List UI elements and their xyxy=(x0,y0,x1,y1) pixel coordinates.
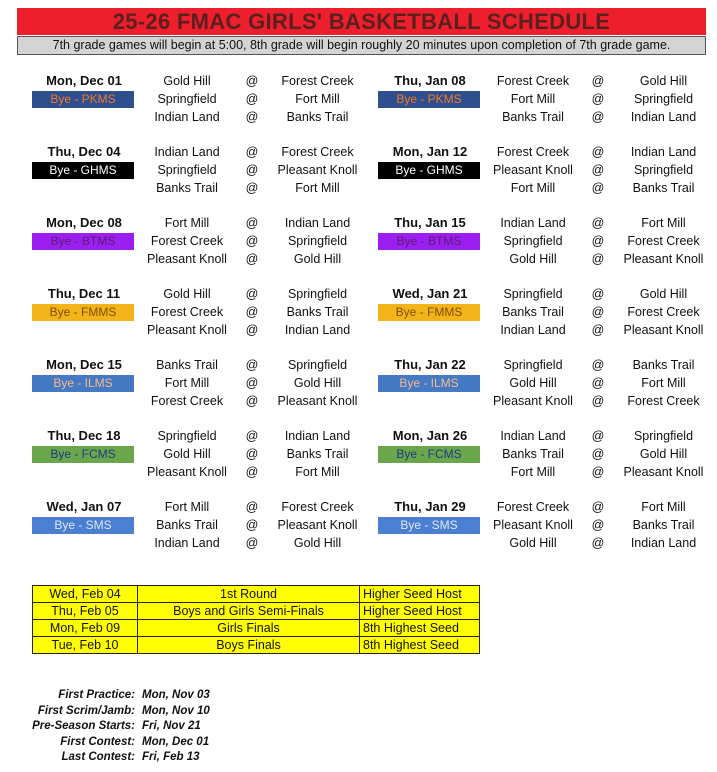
week-block xyxy=(32,285,370,339)
away-team: Springfield xyxy=(633,429,694,443)
home-team: Gold Hill xyxy=(509,376,557,390)
at-symbol: @ xyxy=(591,305,605,319)
at-symbol: @ xyxy=(591,252,605,266)
playoff-round: 1st Round xyxy=(138,586,360,603)
playoff-row xyxy=(33,603,480,620)
bye-label: Bye - BTMS xyxy=(32,233,134,250)
home-team: Banks Trail xyxy=(156,358,218,372)
game-row xyxy=(137,321,370,339)
week-block xyxy=(32,143,370,197)
week-date: Thu, Dec 18 xyxy=(47,428,121,443)
week-block xyxy=(378,214,716,268)
key-date-label: First Practice: xyxy=(58,689,135,701)
at-symbol: @ xyxy=(245,465,259,479)
at-symbol: @ xyxy=(591,447,605,461)
at-symbol: @ xyxy=(591,163,605,177)
at-symbol: @ xyxy=(591,394,605,408)
game-row xyxy=(137,285,370,303)
week-block xyxy=(378,427,716,481)
playoff-row xyxy=(33,620,480,637)
game-row xyxy=(483,250,716,268)
away-team: Forest Creek xyxy=(627,234,700,248)
game-row xyxy=(137,356,370,374)
playoff-date: Tue, Feb 10 xyxy=(33,637,138,654)
away-team: Pleasant Knoll xyxy=(623,252,704,266)
week-date: Thu, Dec 04 xyxy=(47,144,121,159)
home-team: Forest Creek xyxy=(150,234,224,248)
home-team: Forest Creek xyxy=(150,305,224,319)
playoffs-table xyxy=(32,585,480,654)
game-row xyxy=(483,463,716,481)
week-block xyxy=(32,498,370,552)
at-symbol: @ xyxy=(591,536,605,550)
game-row xyxy=(483,179,716,197)
game-row xyxy=(483,303,716,321)
away-team: Springfield xyxy=(633,92,694,106)
away-team: Indian Land xyxy=(630,110,697,124)
game-row xyxy=(137,534,370,552)
game-row xyxy=(483,108,716,126)
bye-label: Bye - PKMS xyxy=(378,91,480,108)
week-block xyxy=(378,498,716,552)
home-team: Gold Hill xyxy=(509,536,557,550)
bye-label: Bye - FCMS xyxy=(378,446,480,463)
away-team: Banks Trail xyxy=(632,518,695,532)
away-team: Pleasant Knoll xyxy=(277,394,358,408)
schedule-title: 25-26 FMAC GIRLS' BASKETBALL SCHEDULE xyxy=(17,8,706,35)
at-symbol: @ xyxy=(591,110,605,124)
week-block xyxy=(378,72,716,126)
away-team: Fort Mill xyxy=(641,376,686,390)
key-date-row xyxy=(10,750,270,766)
at-symbol: @ xyxy=(245,536,259,550)
home-team: Gold Hill xyxy=(163,447,211,461)
bye-label: Bye - FMMS xyxy=(378,304,480,321)
home-team: Banks Trail xyxy=(156,181,218,195)
away-team: Indian Land xyxy=(284,216,351,230)
away-team: Forest Creek xyxy=(627,305,700,319)
game-row xyxy=(483,321,716,339)
week-date: Mon, Jan 12 xyxy=(392,144,468,159)
home-team: Indian Land xyxy=(154,110,220,124)
home-team: Indian Land xyxy=(154,145,220,159)
game-row xyxy=(137,392,370,410)
home-team: Springfield xyxy=(157,163,217,177)
home-team: Indian Land xyxy=(500,429,566,443)
at-symbol: @ xyxy=(591,92,605,106)
home-team: Gold Hill xyxy=(163,74,211,88)
at-symbol: @ xyxy=(245,323,259,337)
at-symbol: @ xyxy=(245,181,259,195)
away-team: Fort Mill xyxy=(295,181,340,195)
away-team: Gold Hill xyxy=(639,287,688,301)
away-team: Forest Creek xyxy=(281,74,354,88)
playoff-date: Mon, Feb 09 xyxy=(33,620,138,637)
home-team: Fort Mill xyxy=(510,181,556,195)
home-team: Forest Creek xyxy=(150,394,224,408)
at-symbol: @ xyxy=(591,518,605,532)
bye-label: Bye - ILMS xyxy=(32,375,134,392)
at-symbol: @ xyxy=(245,500,259,514)
game-row xyxy=(483,285,716,303)
playoff-round: Boys and Girls Semi-Finals xyxy=(138,603,360,620)
key-date-label: Last Contest: xyxy=(61,751,135,763)
home-team: Banks Trail xyxy=(502,305,564,319)
home-team: Springfield xyxy=(503,358,563,372)
home-team: Banks Trail xyxy=(502,447,564,461)
playoff-row xyxy=(33,637,480,654)
game-row xyxy=(137,232,370,250)
week-date: Mon, Dec 15 xyxy=(46,357,122,372)
week-block xyxy=(32,214,370,268)
home-team: Forest Creek xyxy=(496,500,570,514)
game-row xyxy=(483,516,716,534)
game-row xyxy=(137,498,370,516)
at-symbol: @ xyxy=(591,323,605,337)
week-date: Thu, Jan 08 xyxy=(394,73,466,88)
game-row xyxy=(483,498,716,516)
week-date: Wed, Jan 07 xyxy=(46,499,122,514)
away-team: Springfield xyxy=(287,287,348,301)
at-symbol: @ xyxy=(245,358,259,372)
home-team: Pleasant Knoll xyxy=(147,252,227,266)
at-symbol: @ xyxy=(245,447,259,461)
week-block xyxy=(32,427,370,481)
week-date: Mon, Dec 01 xyxy=(46,73,122,88)
game-row xyxy=(483,374,716,392)
week-block xyxy=(378,356,716,410)
home-team: Fort Mill xyxy=(164,376,210,390)
key-date-value: Fri, Feb 13 xyxy=(142,751,200,763)
bye-label: Bye - GHMS xyxy=(378,162,480,179)
home-team: Springfield xyxy=(157,92,217,106)
away-team: Pleasant Knoll xyxy=(623,465,704,479)
at-symbol: @ xyxy=(245,287,259,301)
home-team: Fort Mill xyxy=(510,465,556,479)
game-row xyxy=(483,143,716,161)
at-symbol: @ xyxy=(591,358,605,372)
away-team: Gold Hill xyxy=(293,536,342,550)
week-date: Thu, Jan 29 xyxy=(394,499,466,514)
game-row xyxy=(137,463,370,481)
game-row xyxy=(137,72,370,90)
key-date-row xyxy=(10,735,270,751)
at-symbol: @ xyxy=(591,287,605,301)
key-dates xyxy=(10,688,270,766)
away-team: Gold Hill xyxy=(639,447,688,461)
week-block xyxy=(378,285,716,339)
away-team: Forest Creek xyxy=(281,500,354,514)
playoff-host: 8th Highest Seed xyxy=(360,620,480,637)
playoff-date: Wed, Feb 04 xyxy=(33,586,138,603)
away-team: Pleasant Knoll xyxy=(623,323,704,337)
game-row xyxy=(137,303,370,321)
away-team: Indian Land xyxy=(284,323,351,337)
playoff-round: Boys Finals xyxy=(138,637,360,654)
game-row xyxy=(483,427,716,445)
bye-label: Bye - FMMS xyxy=(32,304,134,321)
away-team: Fort Mill xyxy=(295,92,340,106)
away-team: Banks Trail xyxy=(286,305,349,319)
at-symbol: @ xyxy=(591,465,605,479)
week-date: Thu, Jan 22 xyxy=(394,357,466,372)
key-date-row xyxy=(10,704,270,720)
home-team: Springfield xyxy=(503,287,563,301)
week-date: Thu, Jan 15 xyxy=(394,215,466,230)
game-row xyxy=(483,392,716,410)
home-team: Pleasant Knoll xyxy=(147,323,227,337)
at-symbol: @ xyxy=(245,74,259,88)
game-row xyxy=(483,161,716,179)
game-row xyxy=(483,356,716,374)
home-team: Fort Mill xyxy=(510,92,556,106)
away-team: Banks Trail xyxy=(632,358,695,372)
away-team: Indian Land xyxy=(630,145,697,159)
game-row xyxy=(137,161,370,179)
game-row xyxy=(483,90,716,108)
away-team: Banks Trail xyxy=(286,110,349,124)
at-symbol: @ xyxy=(245,163,259,177)
at-symbol: @ xyxy=(591,181,605,195)
away-team: Gold Hill xyxy=(293,252,342,266)
home-team: Springfield xyxy=(503,234,563,248)
key-date-value: Mon, Nov 10 xyxy=(142,704,210,717)
at-symbol: @ xyxy=(245,216,259,230)
game-row xyxy=(137,179,370,197)
home-team: Pleasant Knoll xyxy=(493,394,573,408)
game-row xyxy=(137,90,370,108)
away-team: Fort Mill xyxy=(295,465,340,479)
bye-label: Bye - ILMS xyxy=(378,375,480,392)
at-symbol: @ xyxy=(245,518,259,532)
at-symbol: @ xyxy=(591,216,605,230)
key-date-label: First Scrim/Jamb: xyxy=(37,704,135,717)
game-row xyxy=(483,445,716,463)
game-row xyxy=(137,374,370,392)
week-date: Thu, Dec 11 xyxy=(47,286,121,301)
at-symbol: @ xyxy=(591,376,605,390)
at-symbol: @ xyxy=(591,429,605,443)
bye-label: Bye - PKMS xyxy=(32,91,134,108)
bye-label: Bye - FCMS xyxy=(32,446,134,463)
key-date-row xyxy=(10,719,270,735)
home-team: Gold Hill xyxy=(509,252,557,266)
home-team: Gold Hill xyxy=(163,287,211,301)
game-row xyxy=(137,143,370,161)
key-date-label: First Contest: xyxy=(60,735,135,748)
home-team: Banks Trail xyxy=(156,518,218,532)
at-symbol: @ xyxy=(591,145,605,159)
at-symbol: @ xyxy=(245,92,259,106)
at-symbol: @ xyxy=(591,500,605,514)
game-row xyxy=(137,445,370,463)
game-row xyxy=(483,534,716,552)
home-team: Indian Land xyxy=(500,323,566,337)
at-symbol: @ xyxy=(245,252,259,266)
key-date-label: Pre-Season Starts: xyxy=(32,720,135,732)
at-symbol: @ xyxy=(245,234,259,248)
week-block xyxy=(378,143,716,197)
away-team: Springfield xyxy=(633,163,694,177)
at-symbol: @ xyxy=(245,305,259,319)
home-team: Indian Land xyxy=(500,216,566,230)
home-team: Pleasant Knoll xyxy=(147,465,227,479)
away-team: Pleasant Knoll xyxy=(277,518,358,532)
home-team: Forest Creek xyxy=(496,74,570,88)
at-symbol: @ xyxy=(245,145,259,159)
home-team: Fort Mill xyxy=(164,216,210,230)
at-symbol: @ xyxy=(245,429,259,443)
start-time-note: 7th grade games will begin at 5:00, 8th grade will begin roughly 20 minutes upon completion of 7th grade game. xyxy=(17,36,706,55)
away-team: Indian Land xyxy=(630,536,697,550)
home-team: Pleasant Knoll xyxy=(493,163,573,177)
away-team: Fort Mill xyxy=(641,500,686,514)
week-block xyxy=(32,72,370,126)
away-team: Forest Creek xyxy=(281,145,354,159)
game-row xyxy=(483,214,716,232)
game-row xyxy=(137,427,370,445)
key-date-row xyxy=(10,688,270,704)
away-team: Fort Mill xyxy=(641,216,686,230)
week-block xyxy=(32,356,370,410)
game-row xyxy=(483,232,716,250)
game-row xyxy=(483,72,716,90)
home-team: Fort Mill xyxy=(164,500,210,514)
at-symbol: @ xyxy=(245,394,259,408)
home-team: Springfield xyxy=(157,429,217,443)
playoff-host: Higher Seed Host xyxy=(360,603,480,620)
playoff-row xyxy=(33,586,480,603)
playoff-host: 8th Highest Seed xyxy=(360,637,480,654)
at-symbol: @ xyxy=(245,376,259,390)
game-row xyxy=(137,108,370,126)
away-team: Gold Hill xyxy=(293,376,342,390)
at-symbol: @ xyxy=(245,110,259,124)
bye-label: Bye - SMS xyxy=(32,517,134,534)
bye-label: Bye - GHMS xyxy=(32,162,134,179)
week-date: Wed, Jan 21 xyxy=(392,286,468,301)
home-team: Indian Land xyxy=(154,536,220,550)
game-row xyxy=(137,250,370,268)
playoff-round: Girls Finals xyxy=(138,620,360,637)
game-row xyxy=(137,214,370,232)
key-date-value: Mon, Dec 01 xyxy=(142,735,210,748)
away-team: Pleasant Knoll xyxy=(277,163,358,177)
bye-label: Bye - SMS xyxy=(378,517,480,534)
week-date: Mon, Dec 08 xyxy=(46,215,122,230)
playoff-date: Thu, Feb 05 xyxy=(33,603,138,620)
key-date-value: Fri, Nov 21 xyxy=(142,720,201,732)
bye-label: Bye - BTMS xyxy=(378,233,480,250)
game-row xyxy=(137,516,370,534)
home-team: Forest Creek xyxy=(496,145,570,159)
away-team: Forest Creek xyxy=(627,394,700,408)
at-symbol: @ xyxy=(591,74,605,88)
away-team: Springfield xyxy=(287,234,348,248)
away-team: Banks Trail xyxy=(286,447,349,461)
home-team: Banks Trail xyxy=(502,110,564,124)
away-team: Gold Hill xyxy=(639,74,688,88)
key-date-value: Mon, Nov 03 xyxy=(142,689,210,701)
week-date: Mon, Jan 26 xyxy=(392,428,468,443)
away-team: Springfield xyxy=(287,358,348,372)
away-team: Banks Trail xyxy=(632,181,695,195)
away-team: Indian Land xyxy=(284,429,351,443)
home-team: Pleasant Knoll xyxy=(493,518,573,532)
playoff-host: Higher Seed Host xyxy=(360,586,480,603)
at-symbol: @ xyxy=(591,234,605,248)
